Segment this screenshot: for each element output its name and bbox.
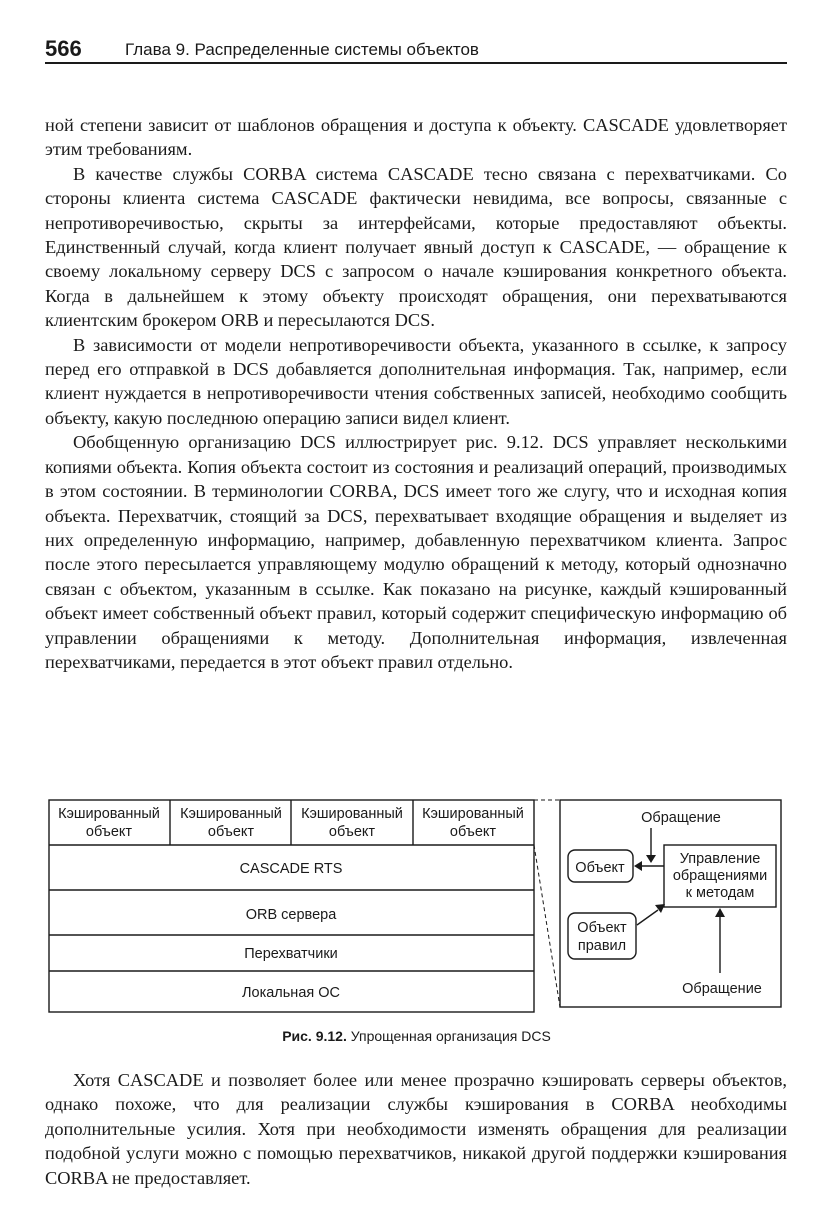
cached-object-label: Кэшированный (301, 806, 403, 822)
layer-local-os: Локальная ОС (241, 985, 341, 1001)
dcs-organization-figure (46, 795, 791, 1017)
cached-object-label: Кэшированный (422, 806, 524, 822)
incoming-call-bottom-label: Обращение (682, 981, 762, 997)
chapter-title: Глава 9. Распределенные системы объектов (125, 40, 479, 59)
method-call-manager-label: к методам (685, 885, 755, 901)
figure-caption-label: Рис. 9.12. (282, 1028, 347, 1044)
cached-object-label: объект (328, 824, 376, 840)
paragraph: В зависимости от модели непротиворечивости объекта, указанного в ссылке, к запросу перед его отправкой в DCS добавляется дополнительная информация. Так, например, если клиент нуждается в непротиворечивости чтения собственных записей, необходимо сообщить объекту, какую последнюю операцию записи видел клиент. (45, 334, 787, 428)
policy-object-label: Объект (577, 920, 627, 936)
paragraph: В качестве службы CORBA система CASCADE тесно связана с перехватчиками. Со стороны клиента система CASCADE фактически невидима, все вопросы, связанные с непротиворечивостью, скрыты за интерфейсами, которые предоставляют объекты. Единственный случай, когда клиент получает явный доступ к CASCADE, — обращение к своему локальному серверу DCS с запросом о начале кэширования конкретного объекта. Когда в дальнейшем к этому объекту происходят обращения, они перехватываются клиентским брокером ORB и пересылаются DCS. (45, 163, 787, 331)
figure-caption-text: Упрощенная организация DCS (346, 1028, 551, 1044)
layer-interceptors: Перехватчики (244, 946, 338, 962)
incoming-call-top-label: Обращение (641, 810, 721, 826)
cached-object-label: Кэшированный (58, 806, 160, 822)
policy-object-label: правил (577, 938, 627, 954)
arrowhead (646, 855, 656, 863)
method-call-manager-label: обращениями (672, 868, 768, 884)
layer-cascade-rts: CASCADE RTS (239, 861, 343, 877)
cached-object-label: объект (207, 824, 255, 840)
paragraph: ной степени зависит от шаблонов обращения и доступа к объекту. CASCADE удовлетворяет этим требованиям. (45, 115, 787, 160)
cached-object-2 (180, 806, 282, 840)
layer-orb-server: ORB сервера (245, 907, 337, 923)
arrowhead (634, 861, 642, 871)
cached-object-3 (301, 806, 403, 840)
body-text-bottom (45, 1068, 787, 1190)
zoom-connector (534, 800, 560, 1007)
cached-object-4 (422, 806, 524, 840)
body-text-top (45, 113, 787, 674)
page-number: 566 (45, 36, 82, 61)
figure-caption (0, 1028, 833, 1044)
cached-object-1 (58, 806, 160, 840)
arrowhead (715, 908, 725, 917)
object-node-label: Объект (575, 860, 625, 876)
cached-object-label: объект (85, 824, 133, 840)
method-call-manager-label: Управление (679, 851, 761, 867)
arrow-policy-to-manager (637, 910, 658, 925)
cached-object-label: Кэшированный (180, 806, 282, 822)
page-header (45, 32, 787, 64)
detail-box (560, 800, 781, 1007)
paragraph: Обобщенную организацию DCS иллюстрирует рис. 9.12. DCS управляет несколькими копиями объекта. Копия объекта состоит из состояния и реализаций операций, производимых в этом состоянии. В терминологии CORBA, DCS имеет того же слугу, что и исходная копия объекта. Перехватчик, стоящий за DCS, перехватывает входящие обращения и выделяет из них определенную информацию, например, добавленную перехватчиком клиента. Запрос после этого пересылается управляющему модулю обращений к методу, который однозначно связан с объектом, указанным в ссылке. Как показано на рисунке, каждый кэшированный объект имеет собственный объект правил, который содержит специфическую информацию об управлении обращениями к методу. Дополнительная информация, извлеченная перехватчиками, передается в этот объект правил отдельно. (45, 432, 787, 672)
paragraph: Хотя CASCADE и позволяет более или менее прозрачно кэшировать серверы объектов, однако похоже, что для реализации службы кэширования в CORBA необходимы дополнительные усилия. Хотя при необходимости изменять обращения для реализации подобной услуги можно с помощью перехватчиков, никакой другой поддержки кэширования CORBA не предоставляет. (45, 1070, 787, 1188)
cached-object-label: объект (449, 824, 497, 840)
